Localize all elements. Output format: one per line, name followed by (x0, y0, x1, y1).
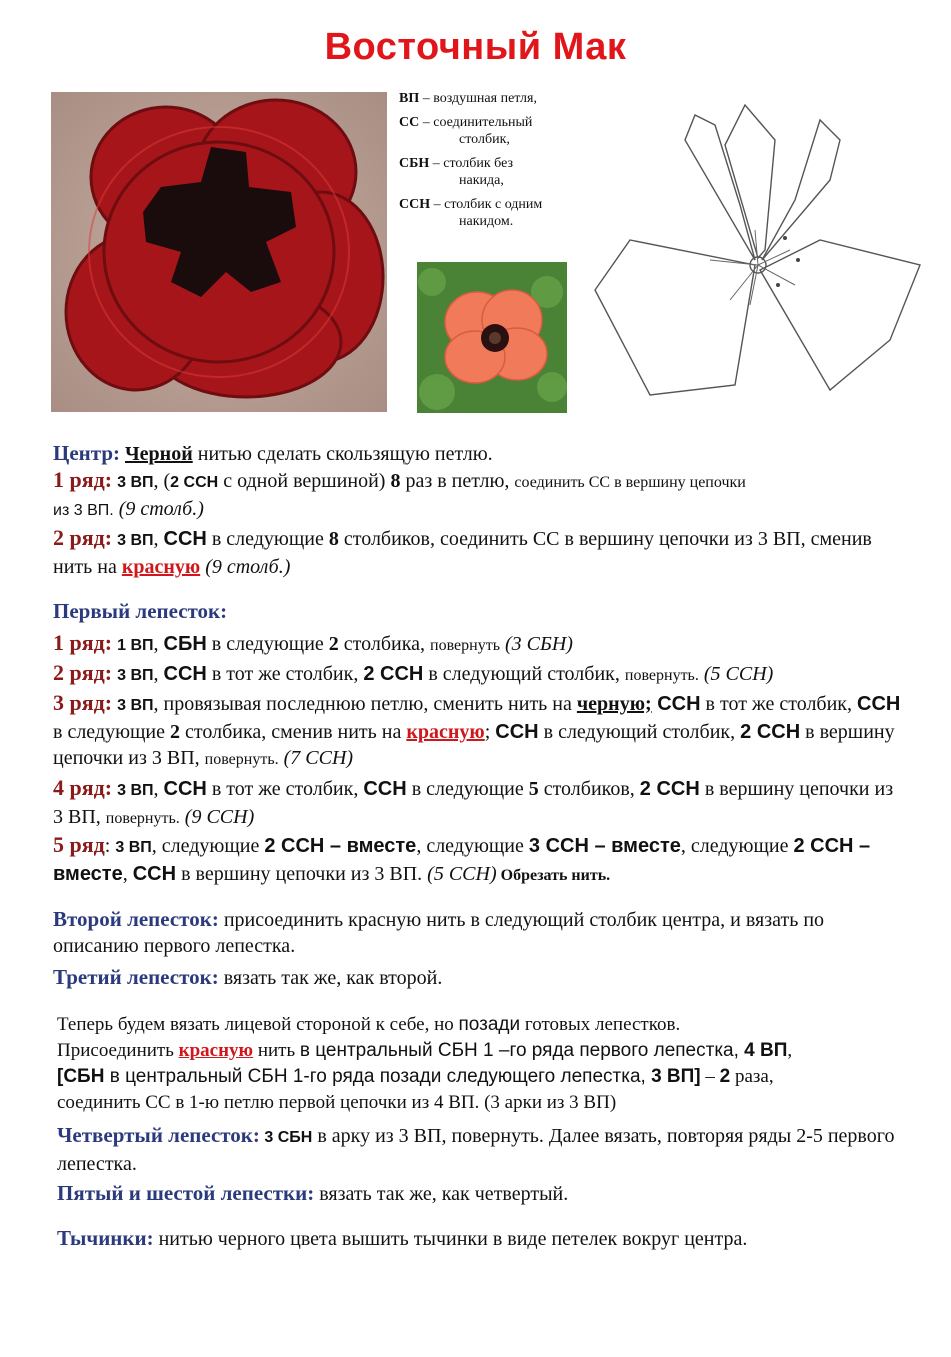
crochet-poppy-photo (51, 92, 387, 412)
crochet-diagram (590, 100, 930, 400)
petal2-instruction: Второй лепесток: присоединить красную нить в следующий столбик центра, и вязать по описанию первого лепестка. (53, 907, 825, 957)
legend-item: ВП – воздушная петля, (399, 91, 537, 106)
petal1-row-1: 1 ряд: 1 ВП, СБН в следующие 2 столбика, повернуть (3 СБН) (53, 630, 573, 655)
center-instruction: Центр: Черной нитью сделать скользящую петлю. (53, 441, 493, 465)
legend-item: СС – соединительный столбик, (399, 115, 533, 147)
petal3-instruction: Третий лепесток: вязать так же, как второй. (53, 965, 443, 989)
legend-item: ССН – столбик с одним накидом. (399, 197, 543, 229)
back-row-instruction: Теперь будем вязать лицевой стороной к себе, но позади готовых лепестков. Присоединить красную нить в центральный СБН 1 –го ряда первого лепестка, 4 ВП, [СБН в центральный СБН 1-го ряда позади следующего лепестка, 3 ВП] – 2 раза, соединить СС в 1-ю петлю первой цепочки из 4 ВП. (3 арки из 3 ВП) (57, 1014, 793, 1113)
real-poppy-photo (417, 262, 567, 413)
stamens-instruction: Тычинки: нитью черного цвета вышить тычинки в виде петелек вокруг центра. (57, 1226, 748, 1250)
page-title: Восточный Мак (324, 26, 627, 68)
center-row-2: 2 ряд: 3 ВП, ССН в следующие 8 столбиков, соединить СС в вершину цепочки из 3 ВП, сменив нить на красную (9 столб.) (53, 525, 872, 578)
petal1-heading: Первый лепесток: (53, 599, 228, 623)
abbreviation-legend (399, 90, 599, 237)
petal1-row-2: 2 ряд: 3 ВП, ССН в тот же столбик, 2 ССН в следующий столбик, повернуть. (5 ССН) (53, 660, 774, 685)
legend-item: СБН – столбик без накида, (399, 156, 513, 188)
petal56-instruction: Пятый и шестой лепестки: вязать так же, как четвертый. (57, 1181, 569, 1205)
petal1-row-4: 4 ряд: 3 ВП, ССН в тот же столбик, ССН в следующие 5 столбиков, 2 ССН в вершину цепочки из 3 ВП, повернуть. (9 ССН) (53, 775, 894, 828)
center-row-1: 1 ряд: 3 ВП, (2 ССН с одной вершиной) 8 раз в петлю, соединить СС в вершину цепочки из 3 ВП. (9 столб.) (53, 467, 746, 520)
petal1-row-5: 5 ряд: 3 ВП, следующие 2 ССН – вместе, следующие 3 ССН – вместе, следующие 2 ССН – вместе, ССН в вершину цепочки из 3 ВП. (5 ССН) Обрезать нить. (53, 832, 871, 885)
petal4-instruction: Четвертый лепесток: 3 СБН в арку из 3 ВП, повернуть. Далее вязать, повторяя ряды 2-5 первого лепестка. (57, 1123, 895, 1175)
petal1-row-3: 3 ряд: 3 ВП, провязывая последнюю петлю, сменить нить на черную; ССН в тот же столбик, ССН в следующие 2 столбика, сменив нить на красную; ССН в следующий столбик, 2 ССН в вершину цепочки из 3 ВП, повернуть. (7 ССН) (53, 690, 901, 769)
